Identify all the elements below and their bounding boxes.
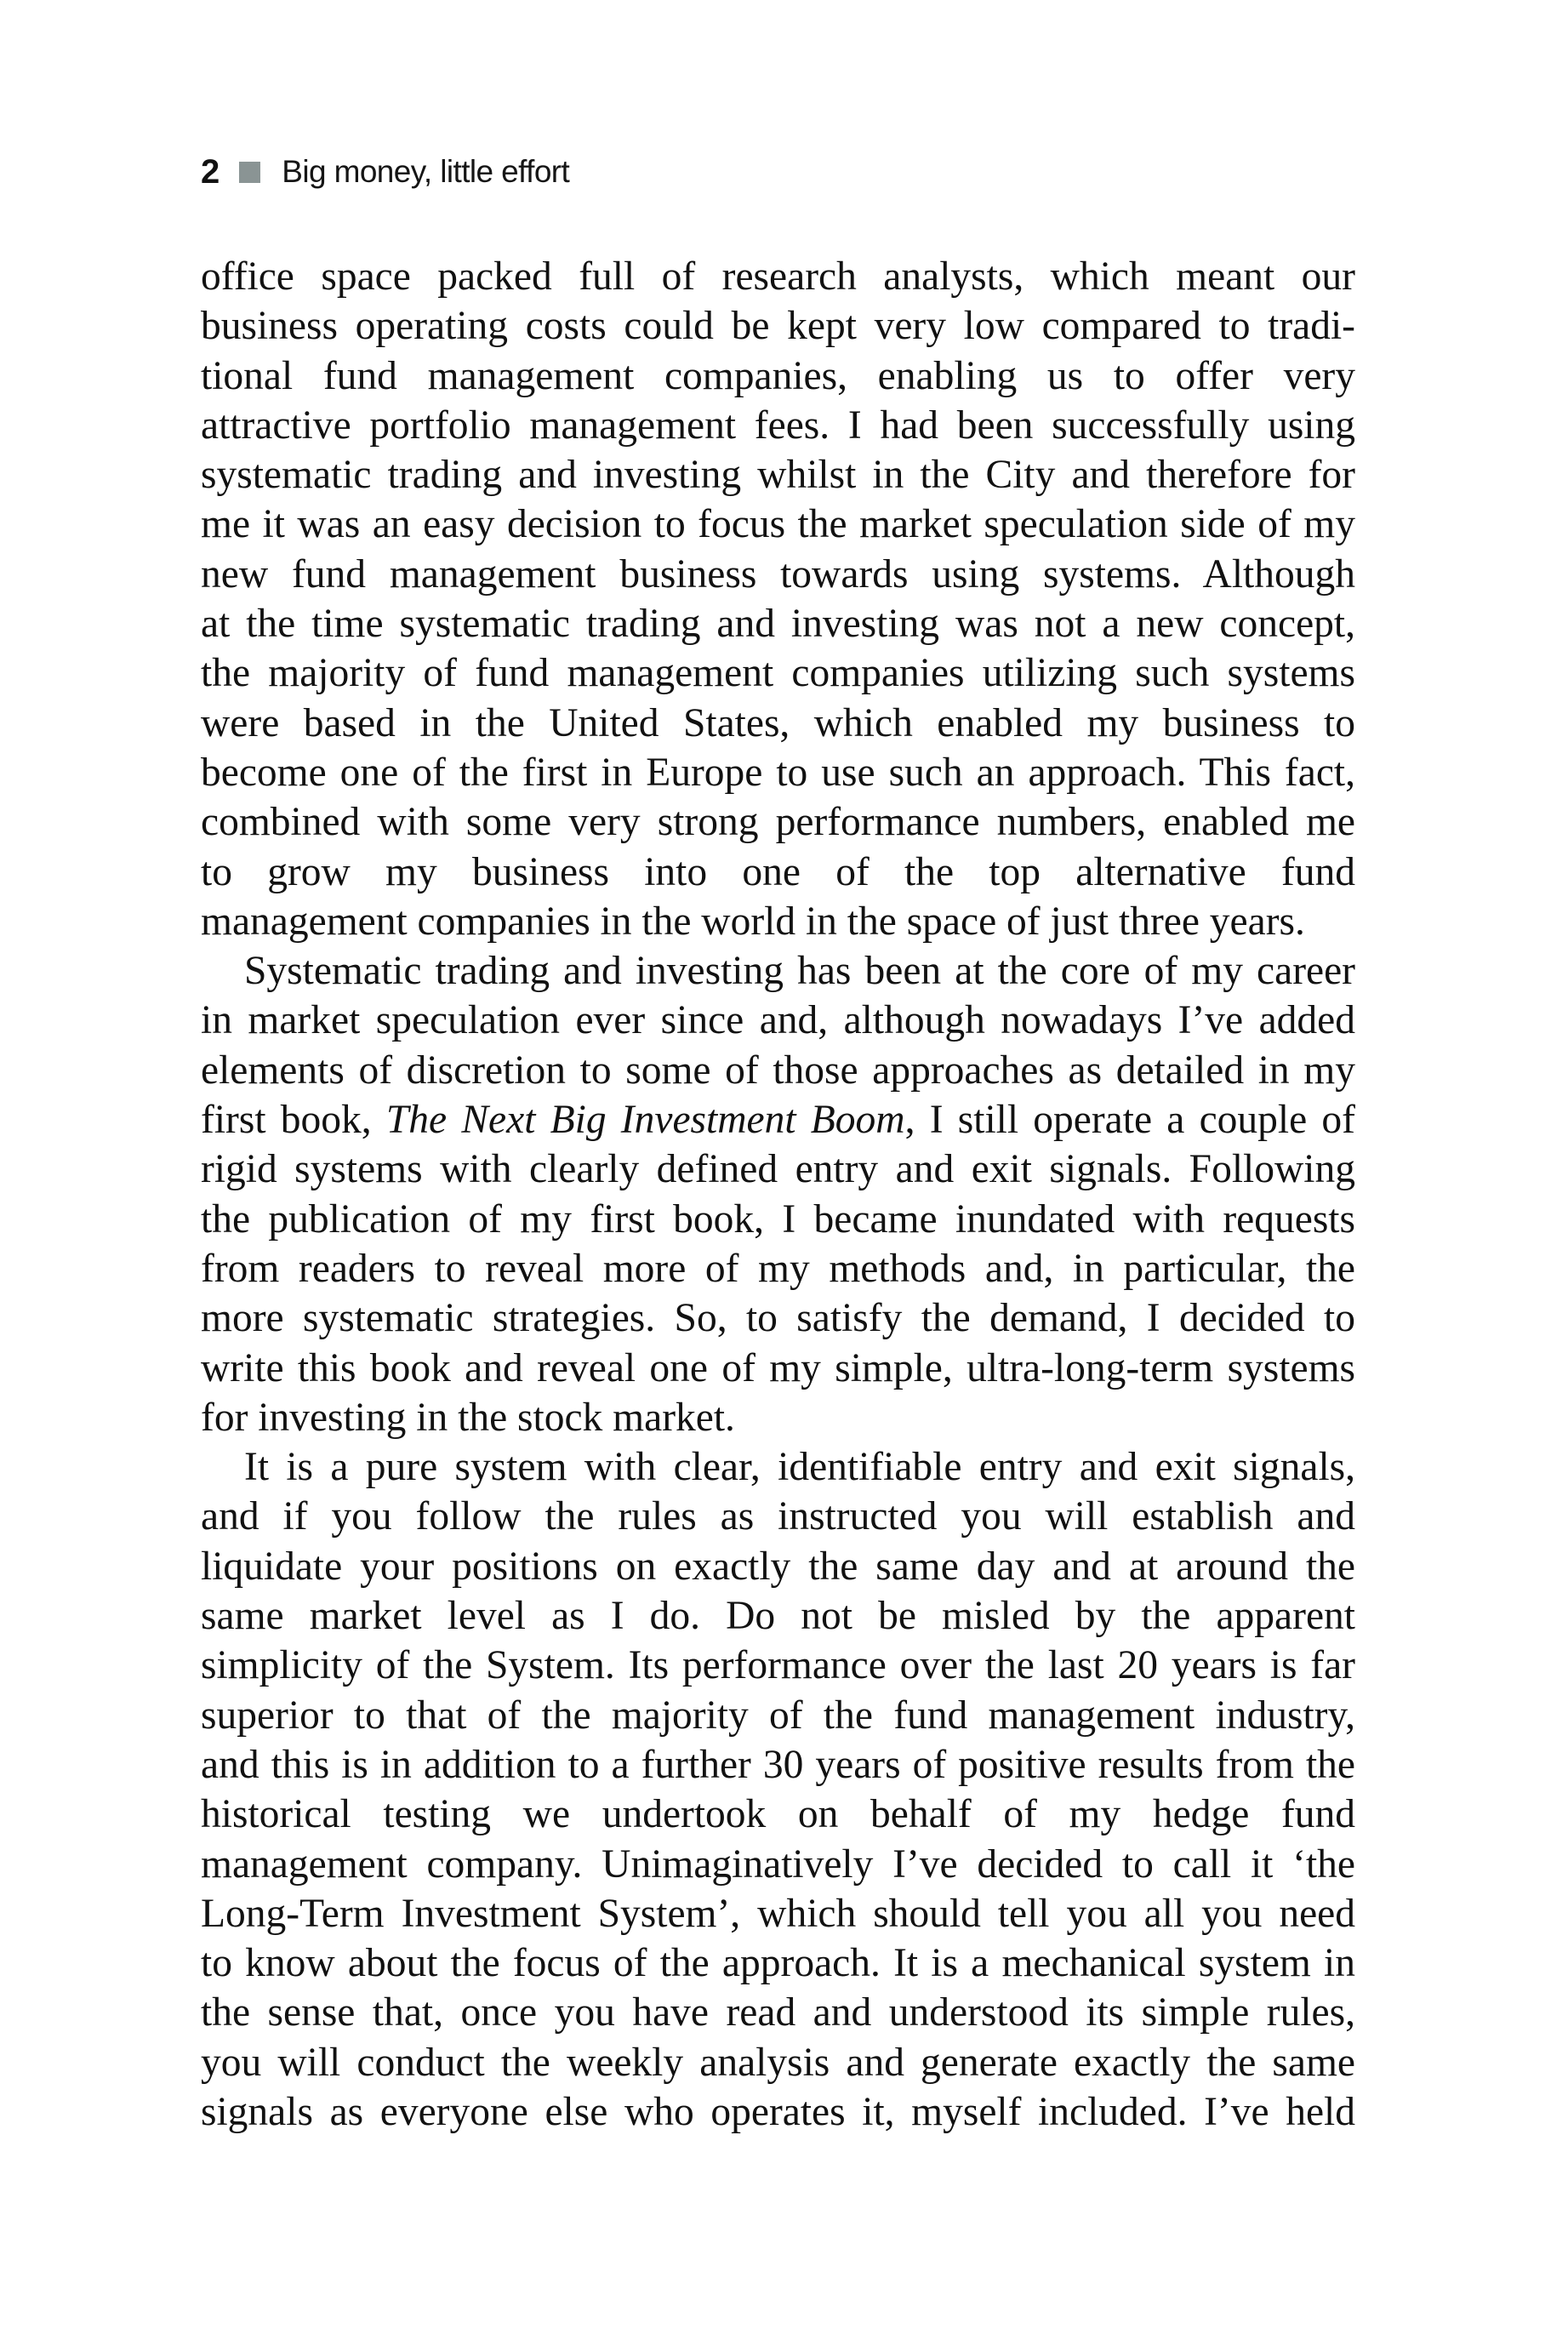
text-line: and if you follow the rules as instructed you will establish and <box>201 1494 1355 1539</box>
text-line: elements of discretion to some of those approaches as detailed in my <box>201 1048 1355 1093</box>
page-number: 2 <box>201 153 220 191</box>
text-line: management company. Unimaginatively I’ve decided to call it ‘the <box>201 1841 1355 1887</box>
text-line: combined with some very strong performance numbers, enabled me <box>201 800 1355 845</box>
paragraph-3 <box>201 1442 1355 2137</box>
running-head-title: Big money, little effort <box>282 154 570 189</box>
text-line: the majority of fund management companies utilizing such systems <box>201 651 1355 696</box>
text-run: , I still operate a couple of <box>904 1098 1355 1143</box>
text-line: from readers to reveal more of my methods and, in particular, the <box>201 1246 1355 1291</box>
text-line: rigid systems with clearly defined entry and exit signals. Following <box>201 1147 1355 1192</box>
text-line: management companies in the world in the space of just three years. <box>201 899 1305 944</box>
text-line: liquidate your positions on exactly the same day and at around the <box>201 1544 1355 1589</box>
paragraph-1 <box>201 252 1355 946</box>
text-line: systematic trading and investing whilst in the City and therefore for <box>201 453 1355 498</box>
text-line: It is a pure system with clear, identifiable entry and exit signals, <box>244 1445 1355 1490</box>
text-line: for investing in the stock market. <box>201 1395 735 1440</box>
running-head <box>201 153 569 191</box>
text-line: to know about the focus of the approach. It is a mechanical system in <box>201 1941 1355 1986</box>
text-line: you will conduct the weekly analysis and generate exactly the same <box>201 2040 1355 2085</box>
paragraph-2 <box>201 946 1355 1442</box>
text-line: and this is in addition to a further 30 years of positive results from the <box>201 1742 1355 1787</box>
text-line: were based in the United States, which enabled my business to <box>201 700 1355 745</box>
text-line: Long-Term Investment System’, which should tell you all you need <box>201 1891 1355 1936</box>
text-line: become one of the first in Europe to use such an approach. This fact, <box>201 750 1355 795</box>
text-line: to grow my business into one of the top alternative fund <box>201 849 1355 894</box>
text-line: historical testing we undertook on behalf of my hedge fund <box>201 1792 1355 1837</box>
text-line <box>201 1095 1355 1145</box>
text-line: office space packed full of research analysts, which meant our <box>201 254 1355 299</box>
square-bullet-icon <box>239 162 260 183</box>
text-line: simplicity of the System. Its performance over the last 20 years is far <box>201 1643 1355 1688</box>
text-line: business operating costs could be kept very low compared to tradi- <box>201 304 1355 349</box>
text-line: the sense that, once you have read and understood its simple rules, <box>201 1990 1355 2035</box>
text-line: new fund management business towards using systems. Although <box>201 551 1355 597</box>
text-line: superior to that of the majority of the fund management industry, <box>201 1693 1355 1738</box>
text-line: at the time systematic trading and investing was not a new concept, <box>201 602 1355 647</box>
text-line: signals as everyone else who operates it, myself included. I’ve held <box>201 2089 1355 2134</box>
book-title: The Next Big Investment Boom <box>385 1098 905 1143</box>
text-line: in market speculation ever since and, although nowadays I’ve added <box>201 998 1355 1043</box>
text-line: write this book and reveal one of my simple, ultra-long-term systems <box>201 1345 1355 1390</box>
text-line: attractive portfolio management fees. I had been successfully using <box>201 402 1355 448</box>
body-text <box>201 252 1355 2137</box>
text-line: Systematic trading and investing has been at the core of my career <box>244 949 1355 994</box>
text-line: me it was an easy decision to focus the market speculation side of my <box>201 502 1355 547</box>
text-run: first book, <box>201 1098 386 1143</box>
text-line: more systematic strategies. So, to satisfy the demand, I decided to <box>201 1296 1355 1341</box>
text-line: the publication of my first book, I became inundated with requests <box>201 1196 1355 1242</box>
text-line: tional fund management companies, enabling us to offer very <box>201 353 1355 398</box>
text-line: same market level as I do. Do not be misled by the apparent <box>201 1594 1355 1639</box>
